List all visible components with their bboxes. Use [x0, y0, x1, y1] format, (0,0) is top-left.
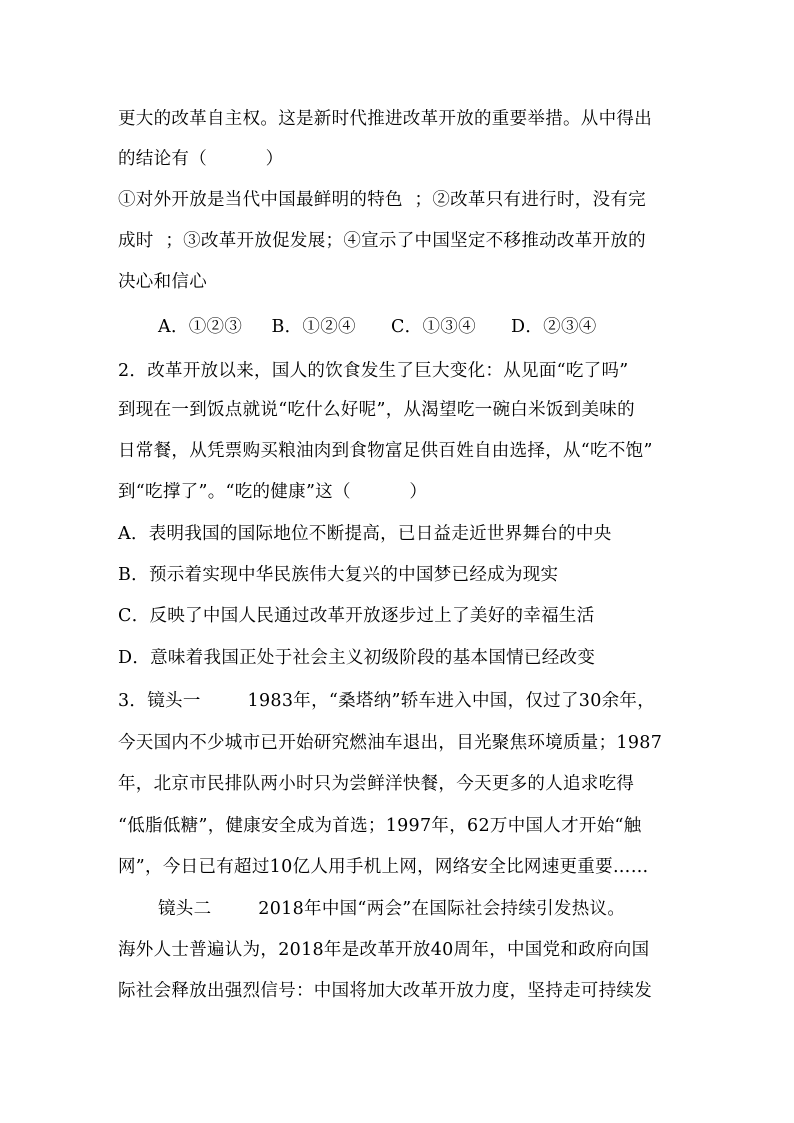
question-2-option-c: C．反映了中国人民通过改革开放逐步过上了美好的幸福生活 — [118, 606, 595, 626]
question-2-option-a: A．表明我国的国际地位不断提高，已日益走近世界舞台的中央 — [118, 524, 612, 544]
question-2-stem-line-2: 到现在一到饭点就说“吃什么好呢”，从渴望吃一碗白米饭到美味的 — [118, 400, 635, 420]
question-3-line-5: 网”，今日已有超过10亿人用手机上网，网络安全比网速更重要…… — [118, 857, 649, 877]
question-1-options: A．①②③ B．①②④ C．①③④ D．②③④ — [158, 317, 597, 337]
question-3-line-4: “低脂低糖”，健康安全成为首选；1997年，62万中国人才开始“触 — [118, 816, 642, 836]
text-line-2: 的结论有（ ） — [118, 149, 284, 169]
question-2-stem-line-4: 到“吃撑了”。“吃的健康”这（ ） — [118, 482, 428, 502]
text-line-3: ①对外开放是当代中国最鲜明的特色 ；②改革只有进行时，没有完 — [118, 190, 646, 210]
question-3-line-1: 3．镜头一 1983年，“桑塔纳”轿车进入中国，仅过了30余年， — [118, 691, 656, 711]
question-3-line-7: 海外人士普遍认为，2018年是改革开放40周年，中国党和政府向国 — [118, 940, 650, 960]
question-3-line-8: 际社会释放出强烈信号：中国将加大改革开放力度，坚持走可持续发 — [118, 981, 652, 1001]
question-2-option-b: B．预示着实现中华民族伟大复兴的中国梦已经成为现实 — [118, 565, 559, 585]
text-line-4: 成时 ；③改革开放促发展；④宣示了中国坚定不移推动改革开放的 — [118, 231, 646, 251]
question-2-option-d: D．意味着我国正处于社会主义初级阶段的基本国情已经改变 — [118, 648, 596, 668]
question-3-line-3: 年，北京市民排队两小时只为尝鲜洋快餐，今天更多的人追求吃得 — [118, 774, 635, 794]
text-line-1: 更大的改革自主权。这是新时代推进改革开放的重要举措。从中得出 — [118, 109, 652, 129]
text-line-5: 决心和信心 — [118, 272, 207, 292]
question-3-line-2: 今天国内不少城市已开始研究燃油车退出，目光聚焦环境质量；1987 — [118, 733, 663, 753]
question-2-stem-line-1: 2．改革开放以来，国人的饮食发生了巨大变化：从见面“吃了吗” — [118, 361, 629, 381]
question-2-stem-line-3: 日常餐，从凭票购买粮油肉到食物富足供百姓自由选择，从“吃不饱” — [118, 441, 653, 461]
question-3-line-6: 镜头二 2018年中国“两会”在国际社会持续引发热议。 — [158, 899, 626, 919]
